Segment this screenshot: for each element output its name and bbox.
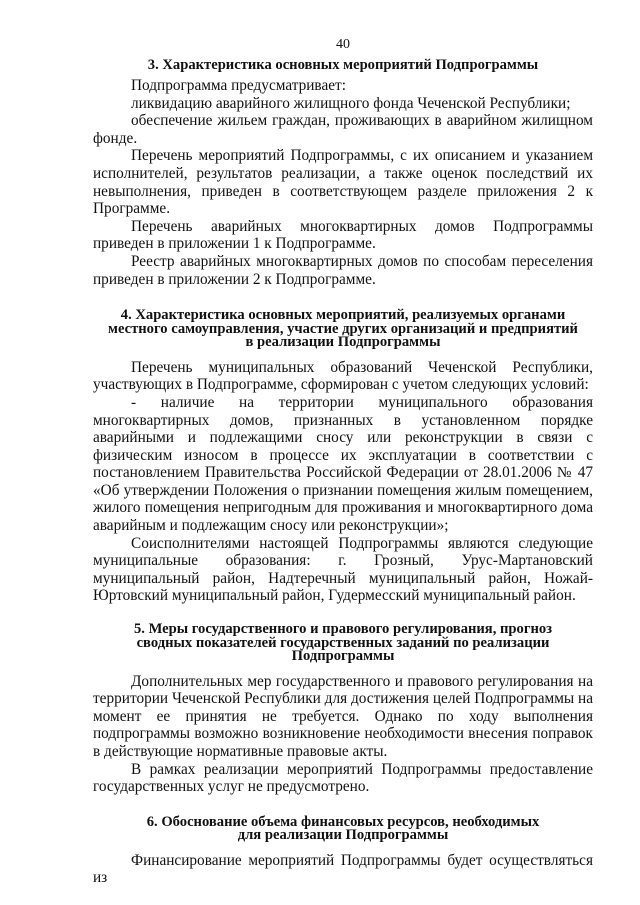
paragraph: обеспечение жильем граждан, проживающих в аварийном жилищном фонде. [93, 112, 593, 147]
section-3-heading [93, 56, 593, 73]
heading-line: 6. Обоснование объема финансовых ресурсов, необходимых [146, 813, 540, 830]
paragraph: В рамках реализации мероприятий Подпрограммы предоставление государственных услуг не предусмотрено. [93, 760, 593, 796]
heading-line: Подпрограммы [291, 648, 395, 665]
paragraph: Перечень аварийных многоквартирных домов Подпрограммы приведен в приложении 1 к Подпрограмме. [93, 217, 593, 253]
paragraph: Подпрограмма предусматривает: [131, 77, 346, 95]
paragraph: Перечень мероприятий Подпрограммы, с их описанием и указанием исполнителей, результатов реализации, а также оценок последствий их невыполнения, приведен в соответствующем разделе приложения 2 к Программе. [93, 147, 593, 218]
paragraph: Дополнительных мер государственного и правового регулирования на территории Чеченской Республики для достижения целей Подпрограммы на момент ее принятия не требуется. Однако по ходу выполнения подпрограммы возможно возникновение необходимости внесения поправок в действующие нормативные правовые акты. [93, 672, 593, 760]
paragraph: ликвидацию аварийного жилищного фонда Чеченской Республики; [131, 94, 571, 112]
paragraph: Соисполнителями настоящей Подпрограммы являются следующие муниципальные образования: г. Грозный, Урус-Мартановский муниципальный район, Надтеречный муниципальный район, Ножай-Юртовский муниципальный район, Гудермесский муниципальный район. [93, 534, 593, 605]
heading-line: сводных показателей государственных заданий по реализации [136, 634, 550, 651]
section-4-heading [93, 309, 593, 350]
section-5-heading [93, 623, 593, 664]
paragraph: Реестр аварийных многоквартирных домов по способам переселения приведен в приложении 2 к Подпрограмме. [93, 253, 593, 288]
document-page [93, 36, 593, 887]
paragraph: Перечень муниципальных образований Чеченской Республики, участвующих в Подпрограмме, сформирован с учетом следующих условий: [93, 358, 593, 394]
paragraph: - наличие на территории муниципального образования многоквартирных домов, признанных в установленном порядке аварийными и подлежащими сносу или реконструкции в связи с физическим износом в процессе их эксплуатации в соответствии с постановлением Правительства Российской Федерации от 28.01.2006 № 47 «Об утверждении Положения о признании помещения жилым помещением, жилого помещения непригодным для проживания и многоквартирного дома аварийным и подлежащим сносу или реконструкции»; [93, 393, 593, 535]
heading-line: для реализации Подпрограммы [237, 827, 449, 844]
section-6-heading [93, 813, 593, 844]
heading-line: 4. Характеристика основных мероприятий, реализуемых органами [120, 307, 566, 324]
heading-line: 5. Меры государственного и правового регулирования, прогноз [133, 621, 553, 638]
page-number: 40 [336, 37, 350, 52]
heading-line: местного самоуправления, участие других организаций и предприятий [108, 320, 578, 337]
paragraph: Финансирование мероприятий Подпрограммы будет осуществляться из [93, 851, 593, 887]
heading-line: 3. Характеристика основных мероприятий Подпрограммы [147, 56, 539, 73]
heading-line: в реализации Подпрограммы [245, 334, 441, 351]
